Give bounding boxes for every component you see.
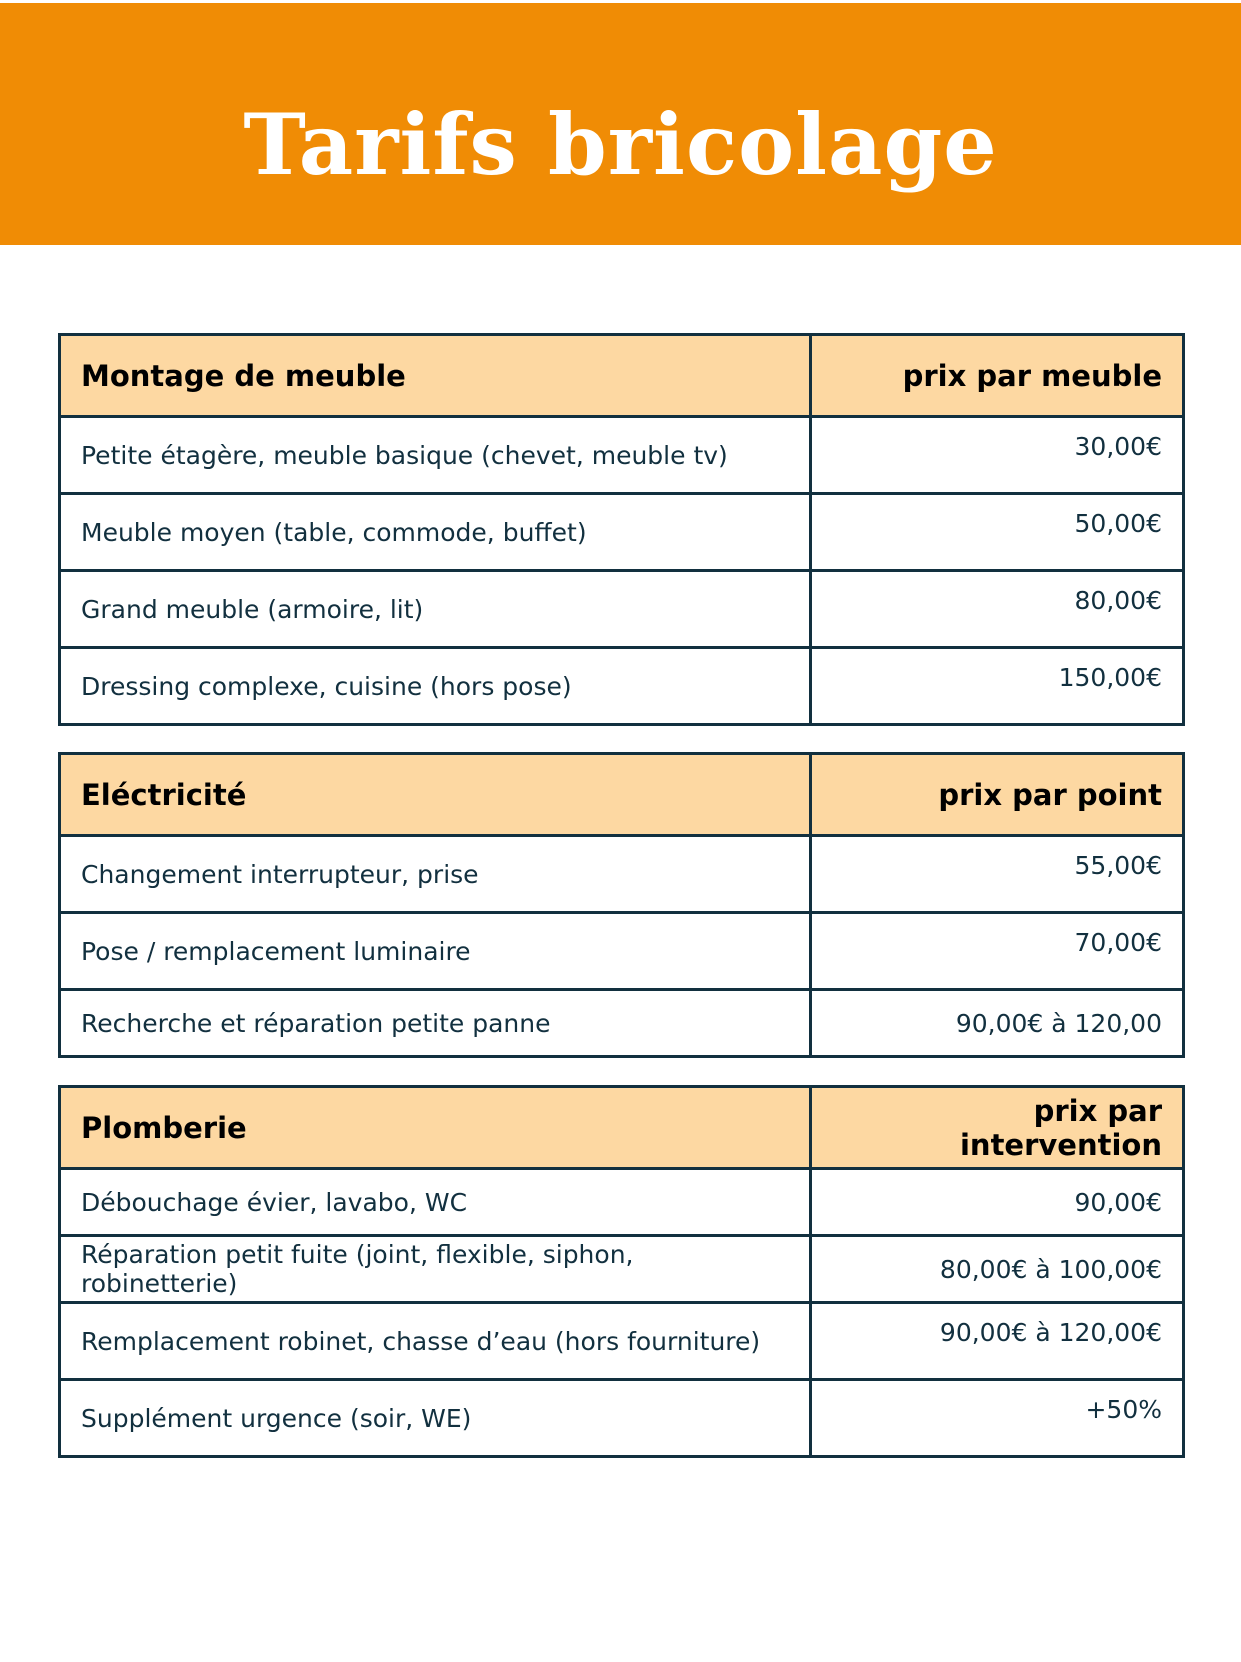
service-price: 90,00€ à 120,00€	[811, 1303, 1184, 1380]
table-header-row	[60, 1087, 1184, 1169]
table-row	[60, 1169, 1184, 1236]
price-table-electricite	[58, 752, 1185, 1058]
service-price: 80,00€ à 100,00€	[811, 1236, 1184, 1303]
service-label: Réparation petit fuite (joint, flexible, siphon, robinetterie)	[60, 1236, 811, 1303]
service-label: Petite étagère, meuble basique (chevet, meuble tv)	[60, 417, 811, 494]
service-label: Meuble moyen (table, commode, buffet)	[60, 494, 811, 571]
service-price: 30,00€	[811, 417, 1184, 494]
price-column-heading: prix par point	[811, 754, 1184, 836]
service-label: Débouchage évier, lavabo, WC	[60, 1169, 811, 1236]
service-label: Pose / remplacement luminaire	[60, 913, 811, 990]
service-price: 90,00€ à 120,00	[811, 990, 1184, 1057]
service-label: Recherche et réparation petite panne	[60, 990, 811, 1057]
service-label: Dressing complexe, cuisine (hors pose)	[60, 648, 811, 725]
section-heading: Eléctricité	[60, 754, 811, 836]
service-label: Remplacement robinet, chasse d’eau (hors fourniture)	[60, 1303, 811, 1380]
price-column-heading: prix par intervention	[811, 1087, 1184, 1169]
price-table-montage	[58, 333, 1185, 726]
service-price: 50,00€	[811, 494, 1184, 571]
service-price: 90,00€	[811, 1169, 1184, 1236]
table-row	[60, 1236, 1184, 1303]
table-row	[60, 990, 1184, 1057]
table-header-row	[60, 335, 1184, 417]
table-row	[60, 571, 1184, 648]
table-row	[60, 836, 1184, 913]
section-heading: Montage de meuble	[60, 335, 811, 417]
service-price: 55,00€	[811, 836, 1184, 913]
service-price: 80,00€	[811, 571, 1184, 648]
service-label: Grand meuble (armoire, lit)	[60, 571, 811, 648]
table-row	[60, 1380, 1184, 1457]
table-row	[60, 417, 1184, 494]
table-row	[60, 913, 1184, 990]
service-label: Supplément urgence (soir, WE)	[60, 1380, 811, 1457]
price-table-plomberie	[58, 1085, 1185, 1458]
table-header-row	[60, 754, 1184, 836]
service-price: +50%	[811, 1380, 1184, 1457]
service-price: 150,00€	[811, 648, 1184, 725]
table-row	[60, 648, 1184, 725]
service-price: 70,00€	[811, 913, 1184, 990]
table-row	[60, 1303, 1184, 1380]
section-heading: Plomberie	[60, 1087, 811, 1169]
service-label: Changement interrupteur, prise	[60, 836, 811, 913]
table-row	[60, 494, 1184, 571]
page-title: Tarifs bricolage	[243, 95, 998, 194]
price-column-heading: prix par meuble	[811, 335, 1184, 417]
